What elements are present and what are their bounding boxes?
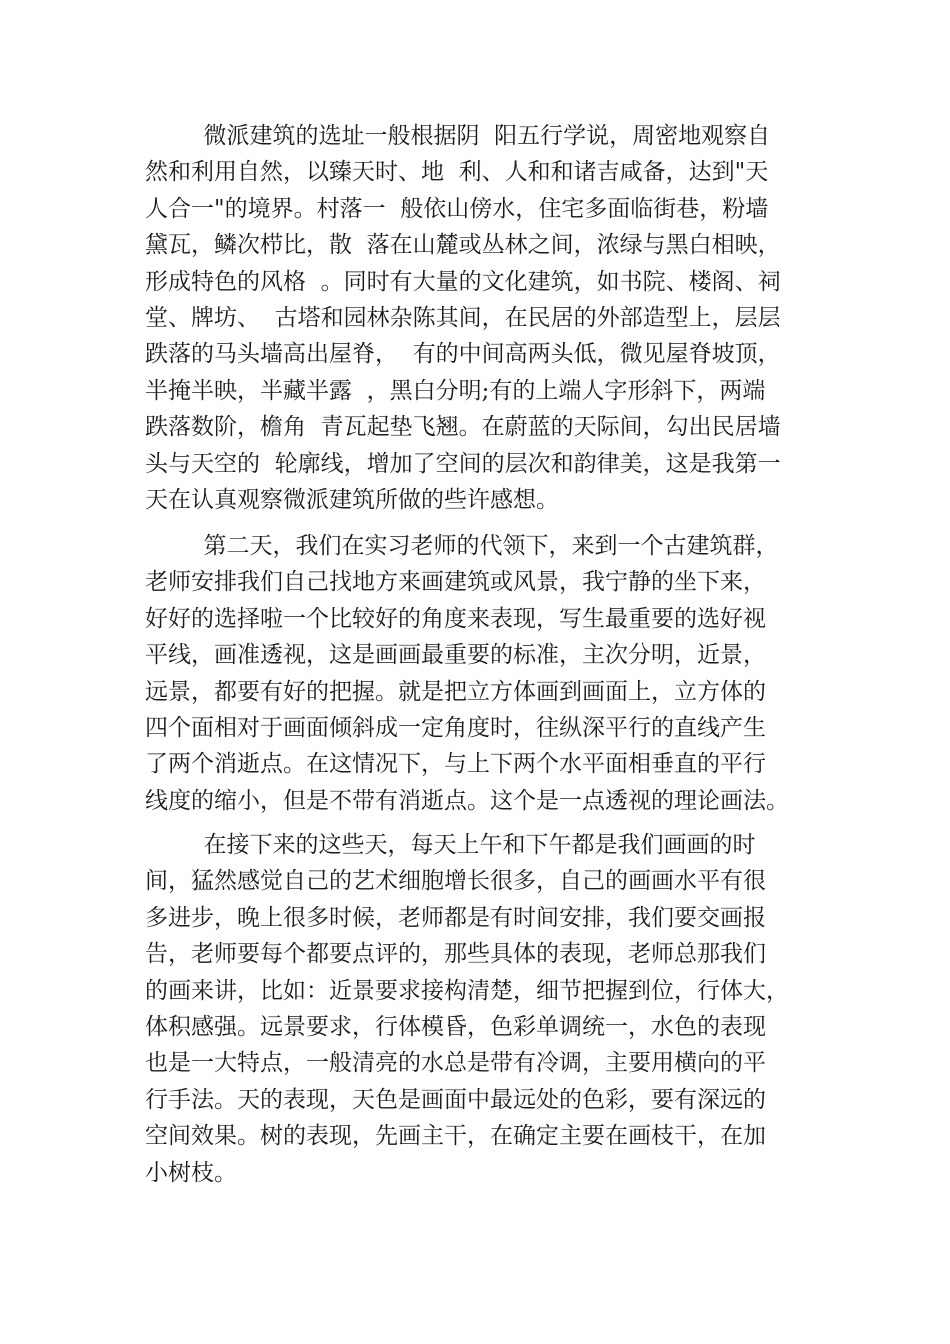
paragraph-line: 在接下来的这些天，每天上午和下午都是我们画画的时 <box>145 832 756 858</box>
paragraph-line: 间，猛然感觉自己的艺术细胞增长很多，自己的画画水平有很 <box>145 868 766 895</box>
paragraph-line: 形成特色的风格 。同时有大量的文化建筑，如书院、楼阁、祠 <box>145 268 781 295</box>
paragraph-line: 四个面相对于画面倾斜成一定角度时，往纵深平行的直线产生 <box>145 714 766 741</box>
paragraph-following-days <box>145 827 815 1191</box>
paragraph-line: 跌落的马头墙高出屋脊， 有的中间高两头低，微见屋脊坡顶， <box>145 341 781 368</box>
paragraph-second-day <box>145 528 815 819</box>
paragraph-line: 跌落数阶，檐角 青瓦起垫飞翘。在蔚蓝的天际间，勾出民居墙 <box>145 414 781 441</box>
paragraph-line: 远景，都要有好的把握。就是把立方体画到画面上，立方体的 <box>145 678 766 705</box>
paragraph-line: 平线，画准透视，这是画画最重要的标准，主次分明，近景， <box>145 642 766 669</box>
paragraph-line: 线度的缩小，但是不带有消逝点。这个是一点透视的理论画法。 <box>145 787 789 814</box>
paragraph-line: 天在认真观察微派建筑所做的些许感想。 <box>145 486 559 513</box>
paragraph-line: 黛瓦，鳞次栉比，散 落在山麓或丛林之间，浓绿与黑白相映， <box>145 232 781 259</box>
paragraph-line: 老师安排我们自己找地方来画建筑或风景，我宁静的坐下来， <box>145 569 766 596</box>
paragraph-line: 多进步，晚上很多时候，老师都是有时间安排，我们要交画报 <box>145 904 766 931</box>
paragraph-line: 人合一"的境界。村落一 般依山傍水，住宅多面临街巷，粉墙 <box>145 195 769 222</box>
paragraph-line: 半掩半映，半藏半露 ，黑白分明;有的上端人字形斜下，两端 <box>145 377 766 404</box>
paragraph-line: 然和利用自然，以臻天时、地 利、人和和诸吉咸备，达到"天 <box>145 159 769 186</box>
paragraph-line: 第二天，我们在实习老师的代领下，来到一个古建筑群， <box>145 533 779 559</box>
paragraph-line: 小树枝。 <box>145 1159 237 1186</box>
paragraph-line: 空间效果。树的表现，先画主干，在确定主要在画枝干，在加 <box>145 1123 766 1150</box>
paragraph-line: 告，老师要每个都要点评的，那些具体的表现，老师总那我们 <box>145 941 766 968</box>
paragraph-architecture-observation <box>145 118 815 518</box>
paragraph-line: 的画来讲，比如：近景要求接构清楚，细节把握到位，行体大， <box>145 977 789 1004</box>
paragraph-line: 头与天空的 轮廓线，增加了空间的层次和韵律美，这是我第一 <box>145 450 781 477</box>
paragraph-line: 体积感强。远景要求，行体模昏，色彩单调统一，水色的表现 <box>145 1013 766 1040</box>
paragraph-line: 也是一大特点，一般清亮的水总是带有冷调，主要用横向的平 <box>145 1050 766 1077</box>
paragraph-line: 行手法。天的表现，天色是画面中最远处的色彩，要有深远的 <box>145 1086 766 1113</box>
paragraph-line: 好好的选择啦一个比较好的角度来表现，写生最重要的选好视 <box>145 605 766 632</box>
paragraph-line: 堂、牌坊、 古塔和园林杂陈其间，在民居的外部造型上，层层 <box>145 304 781 331</box>
paragraph-line: 了两个消逝点。在这情况下，与上下两个水平面相垂直的平行 <box>145 751 766 778</box>
paragraph-line: 微派建筑的选址一般根据阴 阳五行学说，周密地观察自 <box>145 123 771 149</box>
